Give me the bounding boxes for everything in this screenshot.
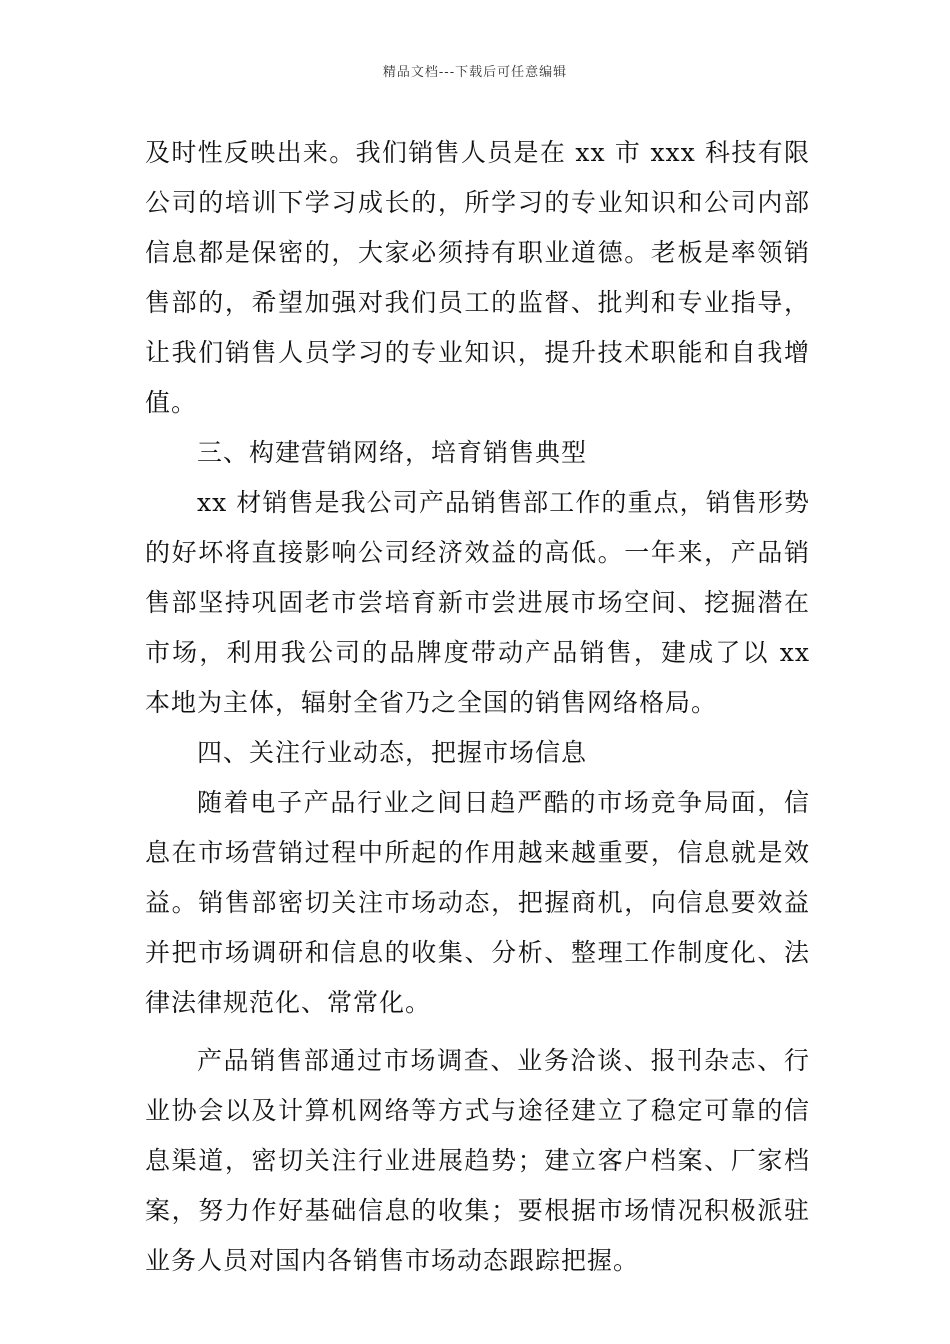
- paragraph-information-channels: 产品销售部通过市场调查、业务洽谈、报刊杂志、行业协会以及计算机网络等方式与途径建立了稳定可靠的信息渠道，密切关注行业进展趋势；建立客户档案、厂家档案，努力作好基础信息的收集；要根据市场情况积极派驻业务人员对国内各销售市场动态跟踪把握。: [145, 1046, 810, 1275]
- document-body: [145, 128, 810, 1286]
- paragraph-sales-network: xx 材销售是我公司产品销售部工作的重点，销售形势的好坏将直接影响公司经济效益的高低。一年来，产品销售部坚持巩固老市尝培育新市尝进展市场空间、挖掘潜在市场，利用我公司的品牌度带动产品销售，建成了以 xx 本地为主体，辐射全省乃之全国的销售网络格局。: [145, 488, 810, 717]
- running-header: 精品文档---下载后可任意编辑: [382, 65, 568, 80]
- section-heading-3: 三、构建营销网络，培育销售典型: [197, 438, 588, 467]
- section-heading-4: 四、关注行业动态，把握市场信息: [197, 738, 588, 767]
- paragraph-continued: 及时性反映出来。我们销售人员是在 xx 市 xxx 科技有限公司的培训下学习成长的，所学习的专业知识和公司内部信息都是保密的，大家必须持有职业道德。老板是率领销售部的，希望加强对我们员工的监督、批判和专业指导，让我们销售人员学习的专业知识，提升技术职能和自我增值。: [145, 138, 810, 417]
- paragraph-market-information: 随着电子产品行业之间日趋严酷的市场竞争局面，信息在市场营销过程中所起的作用越来越重要，信息就是效益。销售部密切关注市场动态，把握商机，向信息要效益并把市场调研和信息的收集、分析、整理工作制度化、法律法律规范化、常常化。: [145, 788, 810, 1017]
